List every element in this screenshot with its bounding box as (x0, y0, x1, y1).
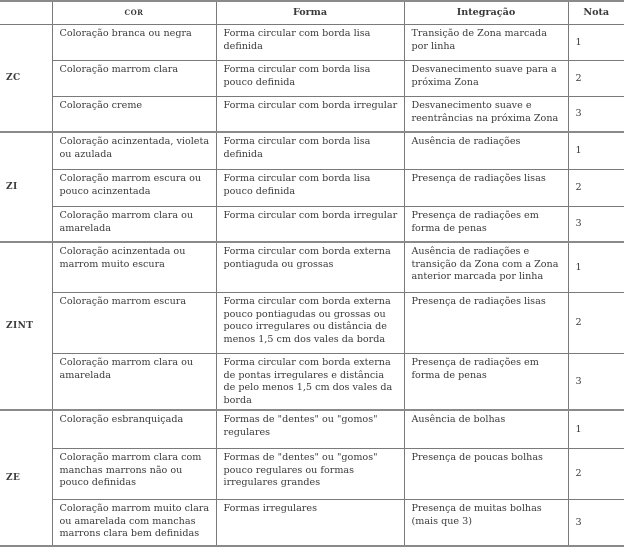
cell-nota: 3 (568, 354, 624, 411)
cell-nota: 1 (568, 242, 624, 293)
cell-integracao: Transição de Zona marcada por linha (404, 25, 568, 61)
cell-integracao: Desvanecimento suave e reentrâncias na próxima Zona (404, 97, 568, 133)
cell-forma: Forma circular com borda lisa definida (216, 132, 404, 170)
zone-label-zint: ZINT (0, 242, 52, 410)
cell-forma: Forma circular com borda irregular (216, 207, 404, 243)
cell-integracao: Presença de radiações lisas (404, 293, 568, 354)
cell-nota: 2 (568, 449, 624, 500)
cell-forma: Forma circular com borda lisa definida (216, 25, 404, 61)
header-forma: Forma (216, 1, 404, 25)
table-row (0, 207, 624, 243)
cell-forma: Forma circular com borda externa de pontas irregulares e distância de pelo menos 1,5 cm dos vales da borda (216, 354, 404, 411)
zone-label-zi: ZI (0, 132, 52, 242)
cell-forma: Formas irregulares (216, 500, 404, 547)
cell-cor: Coloração marrom clara ou amarelada (52, 207, 216, 243)
header-zona (0, 1, 52, 25)
table-row (0, 500, 624, 547)
table-row (0, 97, 624, 133)
cell-integracao: Presença de muitas bolhas (mais que 3) (404, 500, 568, 547)
table-row (0, 170, 624, 207)
cell-nota: 2 (568, 170, 624, 207)
cell-nota: 2 (568, 293, 624, 354)
cell-cor: Coloração acinzentada, violeta ou azulada (52, 132, 216, 170)
cell-cor: Coloração creme (52, 97, 216, 133)
header-cor: cor (52, 1, 216, 25)
cell-integracao: Ausência de radiações e transição da Zona com a Zona anterior marcada por linha (404, 242, 568, 293)
cell-integracao: Presença de radiações em forma de penas (404, 354, 568, 411)
table-row (0, 132, 624, 170)
table-row (0, 25, 624, 61)
cell-nota: 1 (568, 25, 624, 61)
cell-nota: 3 (568, 207, 624, 243)
cell-forma: Forma circular com borda irregular (216, 97, 404, 133)
zone-label-ze: ZE (0, 410, 52, 546)
cell-cor: Coloração marrom clara com manchas marrons não ou pouco definidas (52, 449, 216, 500)
cell-integracao: Presença de poucas bolhas (404, 449, 568, 500)
table-row (0, 449, 624, 500)
cell-forma: Forma circular com borda externa pontiaguda ou grossas (216, 242, 404, 293)
header-row (0, 1, 624, 25)
cell-nota: 1 (568, 132, 624, 170)
cell-nota: 2 (568, 61, 624, 97)
cell-cor: Coloração marrom muito clara ou amarelada com manchas marrons clara bem definidas (52, 500, 216, 547)
header-nota: Nota (568, 1, 624, 25)
cell-cor: Coloração esbranquiçada (52, 410, 216, 449)
cell-integracao: Presença de radiações lisas (404, 170, 568, 207)
cell-nota: 1 (568, 410, 624, 449)
cell-cor: Coloração acinzentada ou marrom muito escura (52, 242, 216, 293)
cell-nota: 3 (568, 500, 624, 547)
cell-cor: Coloração branca ou negra (52, 25, 216, 61)
table-row (0, 61, 624, 97)
table-row (0, 293, 624, 354)
table-row (0, 242, 624, 293)
cell-cor: Coloração marrom escura ou pouco acinzentada (52, 170, 216, 207)
cell-cor: Coloração marrom clara (52, 61, 216, 97)
cell-integracao: Desvanecimento suave para a próxima Zona (404, 61, 568, 97)
cell-cor: Coloração marrom escura (52, 293, 216, 354)
cell-integracao: Ausência de radiações (404, 132, 568, 170)
cell-cor: Coloração marrom clara ou amarelada (52, 354, 216, 411)
table-row (0, 354, 624, 411)
cell-forma: Forma circular com borda lisa pouco definida (216, 170, 404, 207)
cell-nota: 3 (568, 97, 624, 133)
cell-forma: Formas de "dentes" ou "gomos" pouco regulares ou formas irregulares grandes (216, 449, 404, 500)
table-row (0, 410, 624, 449)
cell-forma: Forma circular com borda externa pouco pontiagudas ou grossas ou pouco irregulares ou distância de menos 1,5 cm dos vales da borda (216, 293, 404, 354)
cell-integracao: Presença de radiações em forma de penas (404, 207, 568, 243)
cell-forma: Formas de "dentes" ou "gomos" regulares (216, 410, 404, 449)
zone-label-zc: ZC (0, 25, 52, 133)
cell-integracao: Ausência de bolhas (404, 410, 568, 449)
cell-forma: Forma circular com borda lisa pouco definida (216, 61, 404, 97)
header-integracao: Integração (404, 1, 568, 25)
